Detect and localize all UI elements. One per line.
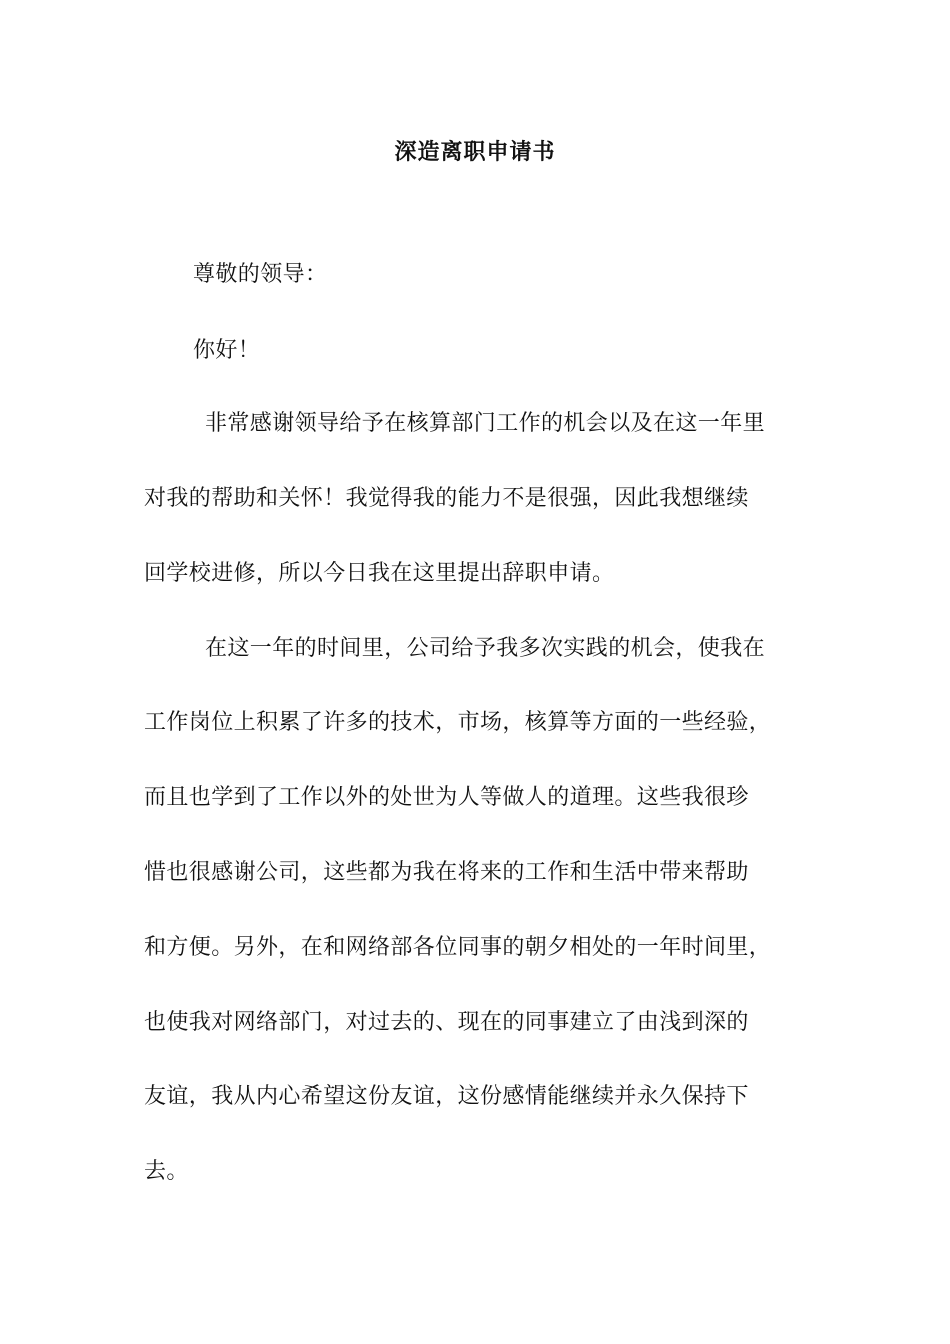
paragraph-2-line-4: 惜也很感谢公司，这些都为我在将来的工作和生活中带来帮助 <box>144 860 749 885</box>
salutation: 尊敬的领导： <box>193 262 328 287</box>
paragraph-2-line-5: 和方便。另外，在和网络部各位同事的朝夕相处的一年时间里， <box>144 935 772 960</box>
paragraph-2-line-3: 而且也学到了工作以外的处世为人等做人的道理。这些我很珍 <box>144 785 749 810</box>
paragraph-2-line-1: 在这一年的时间里，公司给予我多次实践的机会，使我在 <box>205 636 766 661</box>
document-title: 深造离职申请书 <box>394 139 556 165</box>
paragraph-1-line-2: 对我的帮助和关怀！我觉得我的能力不是很强，因此我想继续 <box>144 486 749 511</box>
paragraph-2-line-8: 去。 <box>144 1159 189 1184</box>
paragraph-1-line-3: 回学校进修，所以今日我在这里提出辞职申请。 <box>144 561 615 586</box>
paragraph-2-line-2: 工作岗位上积累了许多的技术，市场，核算等方面的一些经验， <box>144 710 772 735</box>
paragraph-2-line-7: 友谊，我从内心希望这份友谊，这份感情能继续并永久保持下 <box>144 1084 749 1109</box>
greeting: 你好！ <box>193 338 261 363</box>
paragraph-2-line-6: 也使我对网络部门，对过去的、现在的同事建立了由浅到深的 <box>144 1010 749 1035</box>
paragraph-1-line-1: 非常感谢领导给予在核算部门工作的机会以及在这一年里 <box>205 411 766 436</box>
